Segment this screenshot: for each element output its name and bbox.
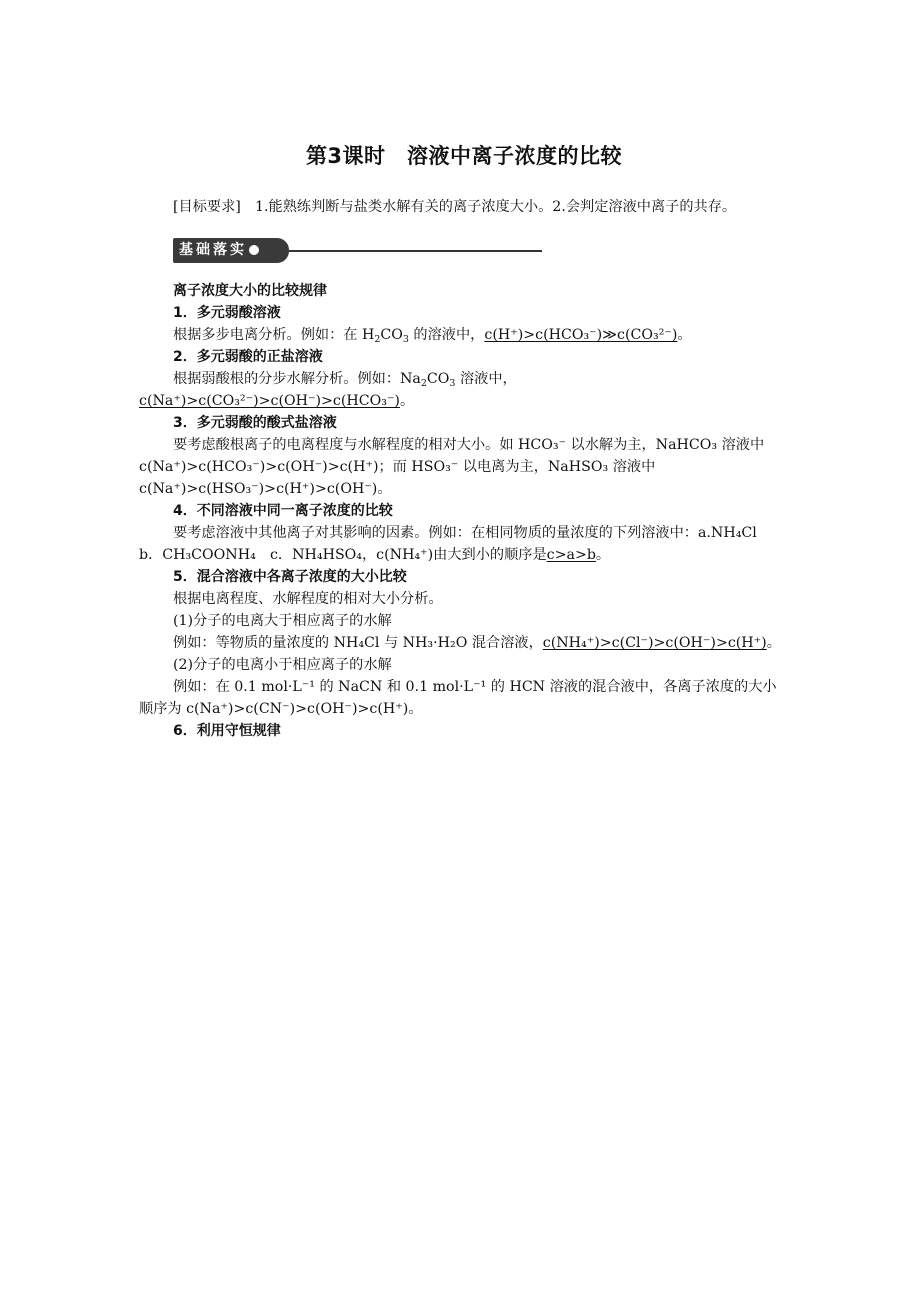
heading-1: 1．多元弱酸溶液 [173,305,281,321]
section-banner [173,238,789,264]
p1-sub-b: 3 [402,334,409,345]
page-title: 第3课时 溶液中离子浓度的比较 [305,144,623,168]
paragraph-1: 根据多步电离分析。例如：在 $H_2CO_3$ 的溶液中，c(H⁺)>c(HCO₃⁻)≫c(CO₃²⁻)。 [173,327,692,345]
goal-text: 1.能熟练判断与盐类水解有关的离子浓度大小。2.会判定溶液中离子的共存。 [240,199,737,215]
paragraph-5b: (2)分子的电离小于相应离子的水解 [173,657,392,673]
p1-sub: 2 [374,334,381,345]
goal-tag: [目标要求] [173,199,241,215]
paragraph-5b-example: 例如：在 0.1 mol·L⁻¹ 的 NaCN 和 0.1 mol·L⁻¹ 的 HCN 溶液的混合液中，各离子浓度的大小顺序为 c(Na⁺)>c(CN⁻)>c(OH⁻)>c(H⁺)。 [139,679,777,717]
paragraph-5a: (1)分子的电离大于相应离子的水解 [173,613,392,629]
heading-4: 4．不同溶液中同一离子浓度的比较 [173,503,393,519]
p2-answer: c(Na⁺)>c(CO₃²⁻)>c(OH⁻)>c(HCO₃⁻) [139,393,400,409]
p2-text-a: 根据弱酸根的分步水解分析。例如：Na [173,371,421,387]
p1-text-c: 的溶液中， [408,327,485,343]
paragraph-5: 根据电离程度、水解程度的相对大小分析。 [173,591,443,607]
p2-text-b: CO [426,371,450,387]
heading-3: 3．多元弱酸的酸式盐溶液 [173,415,337,431]
paragraph-5a-example: 例如：等物质的量浓度的 NH₄Cl 与 NH₃·H₂O 混合溶液，c(NH₄⁺)>c(Cl⁻)>c(OH⁻)>c(H⁺)。 [173,635,781,651]
paragraph-3: 要考虑酸根离子的电离程度与水解程度的相对大小。如 HCO₃⁻ 以水解为主，NaHCO₃ 溶液中 c(Na⁺)>c(HCO₃⁻)>c(OH⁻)>c(H⁺)；而 HSO₃⁻ 以电离为主，NaHSO₃ 溶液中 c(Na⁺)>c(HSO₃⁻)>c(H⁺)>c(OH⁻)。 [139,437,765,497]
p2-sub-b: 3 [449,378,456,389]
paragraph-2: 根据弱酸根的分步水解分析。例如：$Na_2CO_3$ 溶液中，c(Na⁺)>c(CO₃²⁻)>c(OH⁻)>c(HCO₃⁻)。 [139,371,517,409]
heading-2: 2．多元弱酸的正盐溶液 [173,349,323,365]
p5a-answer: c(NH₄⁺)>c(Cl⁻)>c(OH⁻)>c(H⁺) [542,635,767,651]
banner-label: 基础落实 [179,242,247,258]
goal-paragraph [139,196,789,218]
banner-label-box [173,238,289,263]
heading-5: 5．混合溶液中各离子浓度的大小比较 [173,569,407,585]
p5a-text: 例如：等物质的量浓度的 NH₄Cl 与 NH₃·H₂O 混合溶液， [173,635,543,651]
p1-text-b: CO [380,327,403,343]
bullet-dot-icon [249,245,259,255]
p1-text-a: 根据多步电离分析。例如：在 H [173,327,375,343]
p2-sub: 2 [420,378,427,389]
heading-6: 6．利用守恒规律 [173,723,281,739]
p2-text-c: 溶液中， [455,371,517,387]
banner-rule [285,250,542,252]
paragraph-4: 要考虑溶液中其他离子对其影响的因素。例如：在相同物质的量浓度的下列溶液中：a.NH₄Cl b．CH₃COONH₄ c．NH₄HSO₄，c(NH₄⁺)由大到小的顺序是c>a>b。 [139,525,771,563]
document-body [139,138,789,742]
section-title: 离子浓度大小的比较规律 [173,283,327,299]
p4-answer: c>a>b [546,547,596,563]
p4-text: 要考虑溶液中其他离子对其影响的因素。例如：在相同物质的量浓度的下列溶液中：a.NH₄Cl b．CH₃COONH₄ c．NH₄HSO₄，c(NH₄⁺)由大到小的顺序是 [139,525,771,563]
p1-answer: c(H⁺)>c(HCO₃⁻)≫c(CO₃²⁻) [484,327,678,343]
